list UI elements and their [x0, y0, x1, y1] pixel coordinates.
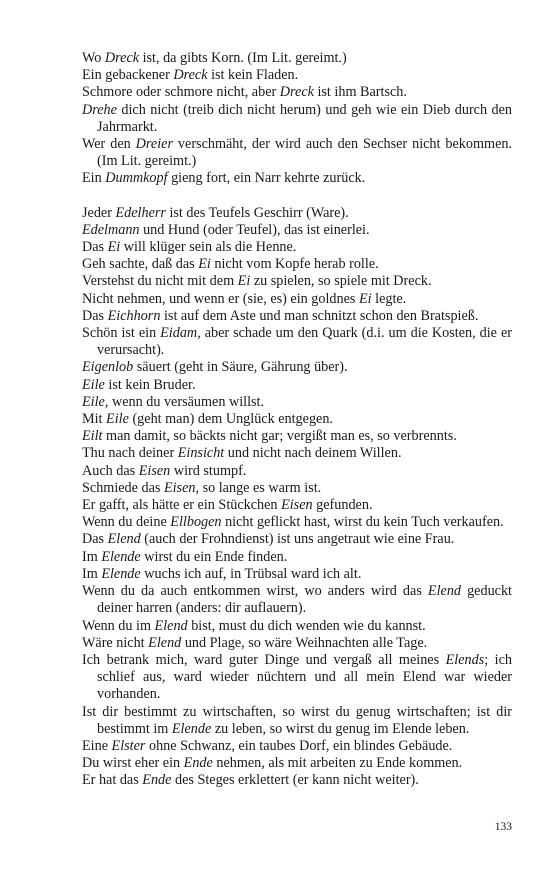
proverb-text: Mit	[82, 411, 107, 428]
proverb-text: legte.	[371, 290, 407, 307]
proverb-text: ; ich schlief aus, ward wieder nüchtern und all mein Elend war wieder vorhanden.	[97, 651, 512, 703]
proverb-text: verschmäht, der wird auch den Sechser nicht bekommen. (Im Lit. gereimt.)	[97, 136, 513, 170]
section-gap	[82, 188, 512, 205]
proverb-entry	[82, 291, 512, 308]
proverb-text: , aber schade um den Quark (d.i. um die Kosten, die er verursacht).	[97, 325, 512, 359]
proverb-text: gefunden.	[312, 497, 373, 514]
proverb-entry	[82, 618, 512, 635]
proverb-entry	[82, 67, 512, 84]
proverb-text: Wenn du da auch entkommen wirst, wo anders wird das	[82, 583, 428, 600]
proverb-entry	[82, 411, 512, 428]
proverb-text: und nicht nach deinem Willen.	[224, 445, 402, 462]
proverb-text: wird stumpf.	[170, 462, 247, 479]
keyword: Ei	[237, 273, 251, 290]
proverb-entry	[82, 170, 512, 187]
proverb-text: zu spielen, so spiele mit Dreck.	[250, 273, 432, 290]
proverb-entry	[82, 635, 512, 652]
proverb-text: ohne Schwanz, ein taubes Dorf, ein blindes Gebäude.	[145, 737, 453, 754]
proverb-entry	[82, 205, 512, 222]
keyword: Drehe	[82, 101, 117, 118]
proverb-text: Wenn du im	[82, 617, 155, 634]
proverb-text: Verstehst du nicht mit dem	[82, 273, 238, 290]
proverb-entry	[82, 549, 512, 566]
proverb-entry	[82, 531, 512, 548]
keyword: Elend	[427, 583, 462, 600]
proverb-entry	[82, 222, 512, 239]
keyword: Eichhorn	[107, 307, 161, 324]
proverb-text: Geh sachte, daß das	[82, 256, 199, 273]
keyword: Eisen	[138, 462, 171, 479]
proverb-entry	[82, 50, 512, 67]
proverb-text: geduckt deiner harren (anders: dir auflauern).	[97, 583, 512, 617]
keyword: Eile	[106, 411, 129, 428]
proverb-text: Wer den	[82, 136, 136, 153]
proverb-entry	[82, 772, 512, 789]
page-number: 133	[494, 821, 512, 833]
proverb-text: nicht vom Kopfe herab rolle.	[210, 256, 379, 273]
proverb-text: Ist dir bestimmt zu wirtschaften, so wirst du genug wirtschaften; ist dir bestimmt im	[82, 703, 512, 737]
keyword: Elende	[101, 565, 141, 582]
proverb-text: Du wirst eher ein	[82, 755, 184, 772]
proverb-entry	[82, 256, 512, 273]
proverb-entry	[82, 704, 512, 738]
proverb-text: Das	[82, 531, 108, 548]
proverb-text: ist auf dem Aste und man schnitzt schon den Bratspieß.	[160, 307, 479, 324]
keyword: Eisen	[281, 497, 313, 514]
keyword: Eidam	[160, 325, 198, 342]
proverb-text: des Steges erklettert (er kann nicht weiter).	[171, 772, 419, 789]
proverb-text: ist kein Bruder.	[104, 376, 196, 393]
keyword: Ende	[142, 772, 172, 789]
proverb-text: Ein	[82, 170, 106, 187]
proverb-text: wuchs ich auf, in Trübsal ward ich alt.	[140, 565, 362, 582]
proverb-text: bist, must du dich wenden wie du kannst.	[187, 617, 426, 634]
proverb-text: Im	[82, 548, 102, 565]
proverb-list	[82, 50, 512, 790]
proverb-text: Ein gebackener	[82, 67, 174, 84]
proverb-entry	[82, 102, 512, 136]
keyword: Eisen	[163, 479, 196, 496]
keyword: Einsicht	[177, 445, 225, 462]
keyword: Elend	[148, 634, 182, 651]
proverb-text: Er hat das	[82, 772, 143, 789]
proverb-text: nehmen, als mit arbeiten zu Ende kommen.	[212, 755, 463, 772]
proverb-entry	[82, 652, 512, 704]
keyword: Elend	[154, 617, 188, 634]
keyword: Elends	[445, 651, 485, 668]
keyword: Dreier	[135, 136, 173, 153]
proverb-text: , so lange es warm ist.	[195, 479, 322, 496]
proverb-text: Wo	[82, 50, 105, 66]
proverb-entry	[82, 273, 512, 290]
keyword: Ei	[198, 256, 211, 273]
proverb-text: Er gafft, als hätte er ein Stückchen	[82, 497, 282, 514]
proverb-text: gieng fort, ein Narr kehrte zurück.	[167, 170, 366, 187]
proverb-entry	[82, 566, 512, 583]
proverb-entry	[82, 394, 512, 411]
proverb-entry	[82, 480, 512, 497]
keyword: Ellbogen	[170, 514, 222, 531]
proverb-text: und Hund (oder Teufel), das ist einerlei.	[139, 221, 370, 238]
proverb-text: Wäre nicht	[82, 634, 149, 651]
keyword: Dreck	[104, 50, 140, 66]
proverb-text: ist ihm Bartsch.	[313, 84, 407, 101]
proverb-text: Eine	[82, 737, 112, 754]
proverb-text: (geht man) dem Unglück entgegen.	[128, 411, 333, 428]
proverb-entry	[82, 497, 512, 514]
keyword: Dreck	[279, 84, 314, 101]
proverb-entry	[82, 755, 512, 772]
proverb-text: dich nicht (treib dich nicht herum) und geh wie ein Dieb durch den Jahrmarkt.	[97, 101, 512, 135]
proverb-entry	[82, 514, 512, 531]
keyword: Elster	[111, 737, 146, 754]
proverb-entry	[82, 84, 512, 101]
keyword: Dummkopf	[105, 170, 168, 187]
proverb-text: Schmiede das	[82, 479, 164, 496]
keyword: Edelherr	[115, 204, 166, 221]
proverb-text: Das	[82, 307, 108, 324]
proverb-text: ist kein Fladen.	[207, 67, 299, 84]
proverb-text: und Plage, so wäre Weihnachten alle Tage.	[181, 634, 428, 651]
proverb-text: Jeder	[82, 204, 116, 221]
keyword: Elend	[107, 531, 141, 548]
proverb-text: Ich betrank mich, ward guter Dinge und vergaß all meines	[82, 651, 446, 668]
proverb-text: Thu nach deiner	[82, 445, 178, 462]
keyword: Elende	[101, 548, 141, 565]
proverb-text: zu leben, so wirst du genug im Elende leben.	[211, 720, 470, 737]
proverb-entry	[82, 738, 512, 755]
proverb-text: will klüger sein als die Henne.	[120, 239, 297, 256]
proverb-text: , wenn du versäumen willst.	[104, 393, 265, 410]
keyword: Ei	[107, 239, 121, 256]
proverb-text: Schmore oder schmore nicht, aber	[82, 84, 280, 101]
keyword: Eile	[82, 393, 105, 410]
keyword: Elende	[171, 720, 212, 737]
proverb-text: ist, da gibts Korn. (Im Lit. gereimt.)	[139, 50, 347, 66]
proverb-text: ist des Teufels Geschirr (Ware).	[165, 204, 349, 221]
proverb-entry	[82, 445, 512, 462]
proverb-entry	[82, 377, 512, 394]
keyword: Dreck	[173, 67, 208, 84]
keyword: Ei	[358, 290, 372, 307]
proverb-text: säuert (geht in Säure, Gährung über).	[133, 359, 348, 376]
proverb-entry	[82, 359, 512, 376]
keyword: Eilt	[82, 428, 103, 445]
proverb-text: wirst du ein Ende finden.	[140, 548, 288, 565]
proverb-text: Wenn du deine	[82, 514, 171, 531]
proverb-text: (auch der Frohndienst) ist uns angetraut wie eine Frau.	[140, 531, 455, 548]
proverb-entry	[82, 428, 512, 445]
keyword: Edelmann	[82, 221, 140, 238]
proverb-entry	[82, 325, 512, 359]
keyword: Ende	[183, 755, 213, 772]
proverb-entry	[82, 239, 512, 256]
proverb-entry	[82, 463, 512, 480]
proverb-text: Das	[82, 239, 108, 256]
proverb-text: Schön ist ein	[82, 325, 161, 342]
proverb-text: Im	[82, 565, 102, 582]
proverb-entry	[82, 583, 512, 617]
proverb-entry	[82, 136, 512, 170]
proverb-text: Nicht nehmen, und wenn er (sie, es) ein goldnes	[82, 290, 359, 307]
keyword: Eile	[82, 376, 105, 393]
keyword: Eigenlob	[82, 359, 134, 376]
proverb-text: nicht geflickt hast, wirst du kein Tuch verkaufen.	[221, 514, 504, 531]
proverb-text: man damit, so bäckts nicht gar; vergißt man es, so verbrennts.	[102, 428, 457, 445]
proverb-entry	[82, 308, 512, 325]
proverb-text: Auch das	[82, 462, 139, 479]
